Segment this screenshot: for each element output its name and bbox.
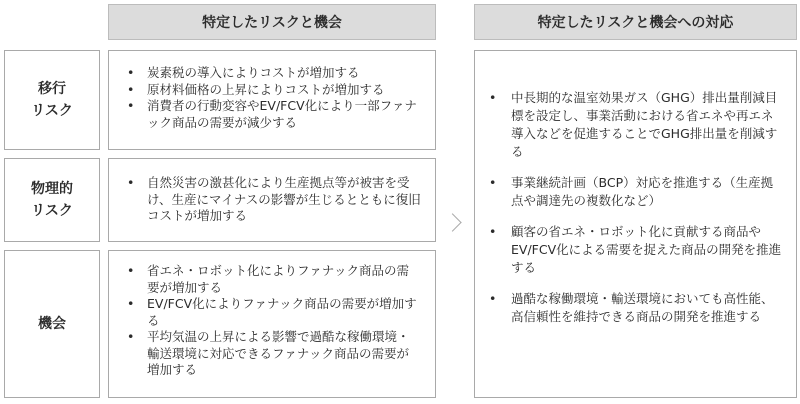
header-identified-risks-opportunities: 特定したリスクと機会: [108, 4, 436, 40]
transition-risk-list: [125, 65, 421, 131]
label-line: リスク: [31, 103, 73, 119]
list-item: • 中長期的な温室効果ガス（GHG）排出量削減目標を設定し、事業活動における省エネや再エネ導入などを促進することでGHG排出量を削減する: [487, 89, 784, 161]
responses-box: [474, 50, 797, 398]
list-item: • 事業継続計画（BCP）対応を推進する（生産拠点や調達先の複数化など）: [487, 174, 784, 210]
list-item: • 平均気温の上昇による影響で過酷な稼働環境・輸送環境に対応できるファナック商品の需要が増加する: [125, 329, 421, 379]
label-line: リスク: [31, 203, 73, 219]
list-item: • 省エネ・ロボット化によりファナック商品の需要が増加する: [125, 263, 421, 296]
header-responses: 特定したリスクと機会への対応: [474, 4, 797, 40]
list-item: • 過酷な稼働環境・輸送環境においても高性能、高信頼性を維持できる商品の開発を推進する: [487, 290, 784, 326]
list-item: • 自然災害の激甚化により生産拠点等が被害を受け、生産にマイナスの影響が生じるとともに復旧コストが増加する: [125, 175, 421, 225]
opportunities-box: [108, 250, 436, 398]
list-item: • 消費者の行動変容やEV/FCV化により一部ファナック商品の需要が減少する: [125, 98, 421, 131]
list-item: • 顧客の省エネ・ロボット化に貢献する商品やEV/FCV化による需要を捉えた商品の開発を推進する: [487, 223, 784, 277]
physical-risk-box: [108, 158, 436, 242]
list-item: • 炭素税の導入によりコストが増加する: [125, 65, 421, 82]
label-line: 移行: [37, 81, 66, 97]
label-physical-risk: [4, 158, 100, 242]
opportunities-list: [125, 263, 421, 379]
transition-risk-box: [108, 50, 436, 150]
list-item: • EV/FCV化によりファナック商品の需要が増加する: [125, 296, 421, 329]
responses-list: [487, 89, 784, 339]
label-opportunities: [4, 250, 100, 398]
label-transition-risk: [4, 50, 100, 150]
label-line: 物理的: [31, 181, 73, 197]
physical-risk-list: [125, 175, 421, 225]
chevron-right-icon: [443, 213, 461, 231]
label-line: 機会: [38, 316, 66, 332]
list-item: • 原材料価格の上昇によりコストが増加する: [125, 82, 421, 99]
